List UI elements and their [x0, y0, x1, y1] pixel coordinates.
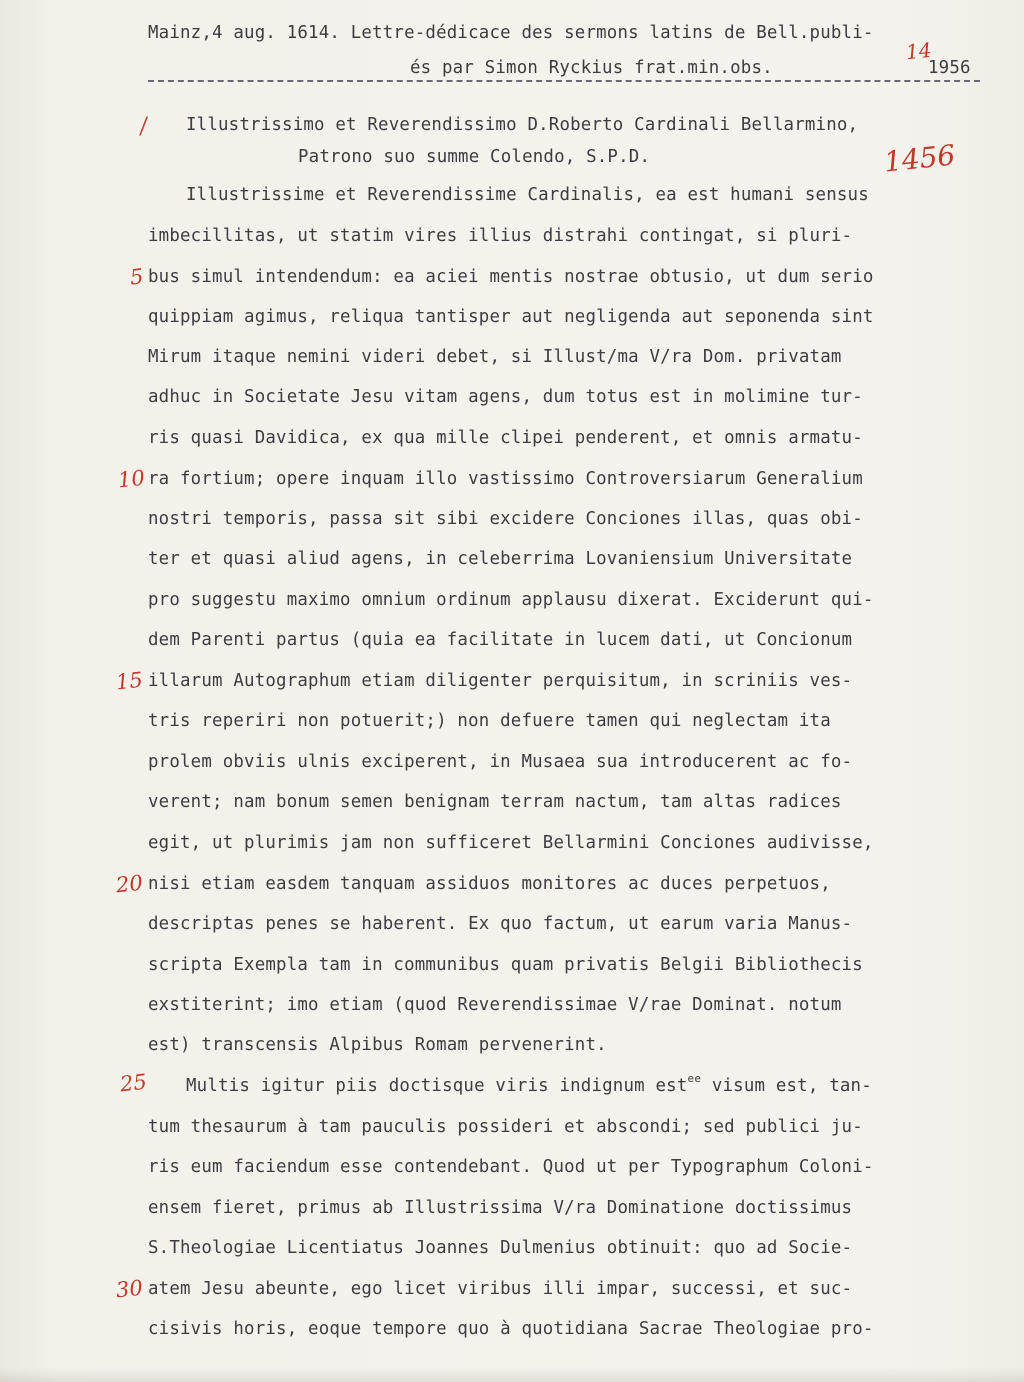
body-line: dem Parenti partus (quia ea facilitate in lucem dati, ut Concionum [148, 630, 853, 650]
header-line-1: Mainz,4 aug. 1614. Lettre-dédicace des sermons latins de Bell.publi- [148, 23, 874, 43]
body-line: ra fortium; opere inquam illo vastissimo Controversiarum Generalium [148, 469, 863, 489]
body-line: Illustrissime et Reverendissime Cardinalis, ea est humani sensus [186, 185, 869, 205]
body-line: adhuc in Societate Jesu vitam agens, dum totus est in molimine tur- [148, 387, 863, 407]
body-line: ris quasi Davidica, ex qua mille clipei penderent, et omnis armatu- [148, 428, 863, 448]
body-line: cisivis horis, eoque tempore quo à quotidiana Sacrae Theologiae pro- [148, 1319, 874, 1339]
body-line: atem Jesu abeunte, ego licet viribus illi impar, successi, et suc- [148, 1279, 853, 1299]
paragraph2-first-line [186, 1072, 872, 1099]
body-line: exstiterint; imo etiam (quod Reverendissimae V/rae Dominat. notum [148, 995, 842, 1015]
address-line-1: Illustrissimo et Reverendissimo D.Roberto Cardinali Bellarmino, [186, 115, 859, 135]
hand-number-annotation: 1456 [882, 138, 957, 179]
body-line: imbecillitas, ut statim vires illius distrahi contingat, si pluri- [148, 226, 853, 246]
body-line: tris reperiri non potuerit;) non defuere tamen qui neglectam ita [148, 711, 831, 731]
paragraph2-first-rest: visum est, tan- [701, 1076, 872, 1096]
body-line: descriptas penes se haberent. Ex quo factum, ut earum varia Manus- [148, 914, 853, 934]
header-hand-page-ref: 14 [904, 37, 933, 65]
margin-number-15: 15 [114, 667, 144, 695]
header-divider [148, 80, 980, 82]
body-line: prolem obviis ulnis exciperent, in Musaea sua introducerent ac fo- [148, 752, 853, 772]
body-line: nostri temporis, passa sit sibi excidere Conciones illas, quas obi- [148, 509, 863, 529]
margin-number-20: 20 [114, 870, 144, 898]
body-line: ensem fieret, primus ab Illustrissima V/ra Dominatione doctissimus [148, 1198, 853, 1218]
body-line: verent; nam bonum semen benignam terram nactum, tam altas radices [148, 792, 842, 812]
body-line: S.Theologiae Licentiatus Joannes Dulmenius obtinuit: quo ad Socie- [148, 1238, 853, 1258]
body-line: bus simul intendendum: ea aciei mentis nostrae obtusio, ut dum serio [148, 267, 874, 287]
body-line: Mirum itaque nemini videri debet, si Illust/ma V/ra Dom. privatam [148, 347, 842, 367]
paragraph2-superscript: ee [687, 1072, 702, 1085]
paragraph2-first-part: Multis igitur piis doctisque viris indignum est [186, 1076, 688, 1096]
address-line-2: Patrono suo summe Colendo, S.P.D. [298, 147, 651, 167]
body-line: scripta Exempla tam in communibus quam privatis Belgii Bibliothecis [148, 955, 863, 975]
header-line-2: és par Simon Ryckius frat.min.obs. [410, 58, 773, 78]
margin-number-5: 5 [128, 264, 145, 290]
body-line: pro suggestu maximo omnium ordinum applausu dixerat. Exciderunt qui- [148, 590, 874, 610]
body-line: egit, ut plurimis jam non sufficeret Bellarmini Conciones audivisse, [148, 833, 874, 853]
margin-number-10: 10 [116, 465, 146, 493]
body-line: tum thesaurum à tam pauculis possideri et abscondi; sed publici ju- [148, 1117, 863, 1137]
body-line: illarum Autographum etiam diligenter perquisitum, in scriniis ves- [148, 671, 853, 691]
margin-number-30: 30 [114, 1275, 144, 1303]
body-line: quippiam agimus, reliqua tantisper aut negligenda aut seponenda sint [148, 307, 874, 327]
body-line: est) transcensis Alpibus Romam pervenerint. [148, 1035, 607, 1055]
header-page-ref: 1956 [928, 58, 971, 78]
margin-mark-1: / [138, 113, 149, 140]
body-line: ter et quasi aliud agens, in celeberrima Lovaniensium Universitate [148, 549, 853, 569]
page-edge-shadow [0, 1368, 1024, 1382]
margin-number-25: 25 [118, 1069, 148, 1097]
body-line: nisi etiam easdem tanquam assiduos monitores ac duces perpetuos, [148, 874, 831, 894]
body-line: ris eum faciendum esse contendebant. Quod ut per Typographum Coloni- [148, 1157, 874, 1177]
